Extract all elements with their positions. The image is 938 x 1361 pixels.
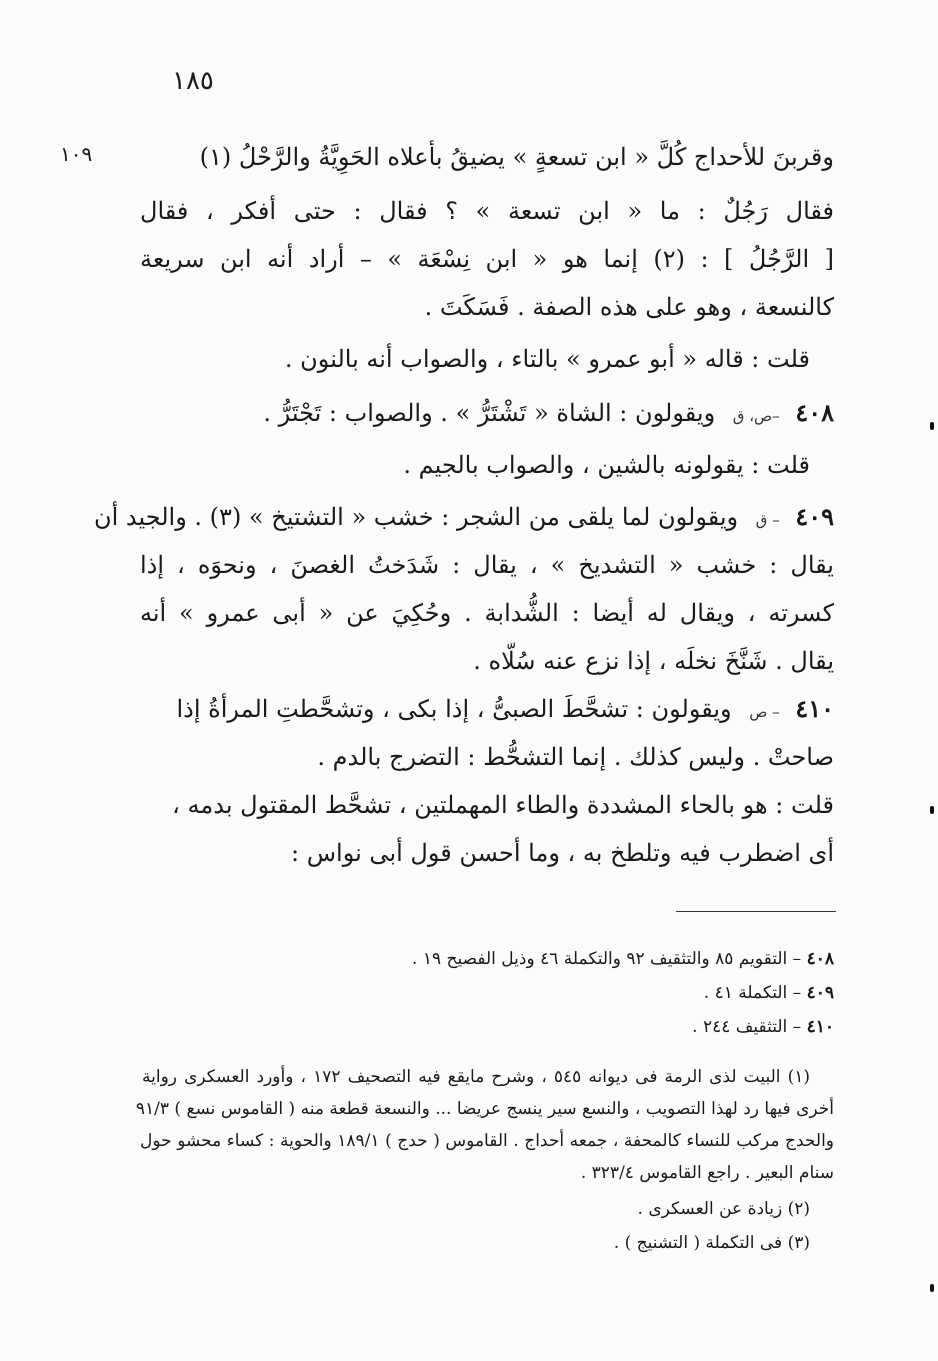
entry-tag: –ص، ق bbox=[732, 407, 780, 425]
source-text: – التكملة ٤١ . bbox=[703, 983, 802, 1003]
source-number: ٤٠٩ bbox=[806, 983, 834, 1003]
footnote-line: (٣) فى التكملة ( التشنيج ) . bbox=[613, 1233, 810, 1253]
footnote-line: أخرى فيها رد لهذا التصويب ، والنسع سير ينسج عريضا ... والنسعة قطعة منه ( القاموس نسع ) ٩١/٣ bbox=[135, 1099, 834, 1119]
entry-409-line bbox=[74, 502, 834, 535]
entry-text: ويقولون : الشاة « تَشْتَرُّ » . والصواب : تَجْتَرُّ . bbox=[263, 399, 716, 427]
verse-line: وقربنَ للأحداج كُلَّ « ابن تسعةٍ » يضيقُ بأعلاه الحَوِيَّةُ والرَّحْلُ (١) bbox=[199, 143, 834, 171]
source-text: – التقويم ٨٥ والتثقيف ٩٢ والتكملة ٤٦ وذيل الفصيح ١٩ . bbox=[412, 949, 802, 969]
source-text: – التثقيف ٢٤٤ . bbox=[692, 1017, 802, 1037]
entry-410-line: صاحتْ . وليس كذلك . إنما التشحُّط : التضرج بالدم . bbox=[317, 743, 834, 771]
entry-410-line bbox=[74, 694, 834, 727]
entry-text: ويقولون : تشحَّطَ الصبىُّ ، إذا بكى ، وتشحَّطتِ المرأةُ إذا bbox=[176, 695, 732, 723]
entry-409-line: يقال . شَنَّخَ نخلَه ، إذا نزع عنه سُلّاه . bbox=[473, 647, 834, 675]
entry-409-line: كسرته ، ويقال له أيضا : الشُّدابة . وحُكِيَ عن « أبى عمرو » أنه bbox=[140, 599, 834, 627]
scan-mark bbox=[930, 1284, 934, 1292]
footnote-line: سنام البعير . راجع القاموس ٣٢٣/٤ . bbox=[580, 1163, 834, 1183]
entry-410-line: قلت : هو بالحاء المشددة والطاء المهملتين ، تشحَّط المقتول بدمه ، bbox=[172, 791, 834, 819]
paragraph-line: كالنسعة ، وهو على هذه الصفة . فَسَكَتَ . bbox=[424, 293, 834, 321]
source-line bbox=[412, 948, 834, 970]
paragraph-line: [ الرَّجُلُ ] : (٢) إنما هو « ابن نِسْعَة » – أراد أنه ابن سريعة bbox=[140, 245, 834, 273]
paragraph-line: فقال رَجُلٌ : ما « ابن تسعة » ؟ فقال : حتى أفكر ، فقال bbox=[140, 197, 834, 225]
entry-410-line: أى اضطرب فيه وتلطخ به ، وما أحسن قول أبى نواس : bbox=[291, 839, 834, 867]
page-number: ١٨٥ bbox=[172, 66, 214, 96]
scan-mark bbox=[930, 422, 934, 430]
entry-409-line: يقال : خشب « التشديخ » ، يقال : شَدَختُ الغصنَ ، ونحوَه ، إذا bbox=[140, 551, 834, 579]
entry-number: ٤٠٨ bbox=[795, 398, 834, 427]
entry-408-line bbox=[74, 398, 834, 431]
entry-number: ٤١٠ bbox=[795, 694, 834, 723]
margin-line-number: ١٠٩ bbox=[60, 142, 93, 166]
entry-number: ٤٠٩ bbox=[795, 502, 834, 531]
source-line bbox=[692, 1016, 834, 1038]
scan-mark bbox=[930, 806, 934, 814]
footnote-separator bbox=[676, 911, 836, 912]
footnote-line: والحدج مركب للنساء كالمحفة ، جمعه أحداج . القاموس ( حدج ) ١٨٩/١ والحوية : كساء محشو حول bbox=[140, 1131, 835, 1151]
entry-tag: – ق bbox=[755, 511, 780, 529]
entry-text: ويقولون لما يلقى من الشجر : خشب « التشتيخ » (٣) . والجيد أن bbox=[93, 503, 739, 531]
source-number: ٤١٠ bbox=[806, 1017, 834, 1037]
source-number: ٤٠٨ bbox=[806, 949, 834, 969]
source-line bbox=[704, 982, 834, 1004]
paragraph-line: قلت : قاله « أبو عمرو » بالتاء ، والصواب أنه بالنون . bbox=[284, 345, 810, 373]
footnote-line: (٢) زيادة عن العسكرى . bbox=[637, 1199, 810, 1219]
entry-tag: – ص bbox=[749, 703, 780, 721]
entry-408-line: قلت : يقولونه بالشين ، والصواب بالجيم . bbox=[403, 451, 810, 479]
footnote-line: (١) البيت لذى الرمة فى ديوانه ٥٤٥ ، وشرح مايقع فيه التصحيف ١٧٢ ، وأورد العسكرى رواية bbox=[142, 1067, 811, 1087]
